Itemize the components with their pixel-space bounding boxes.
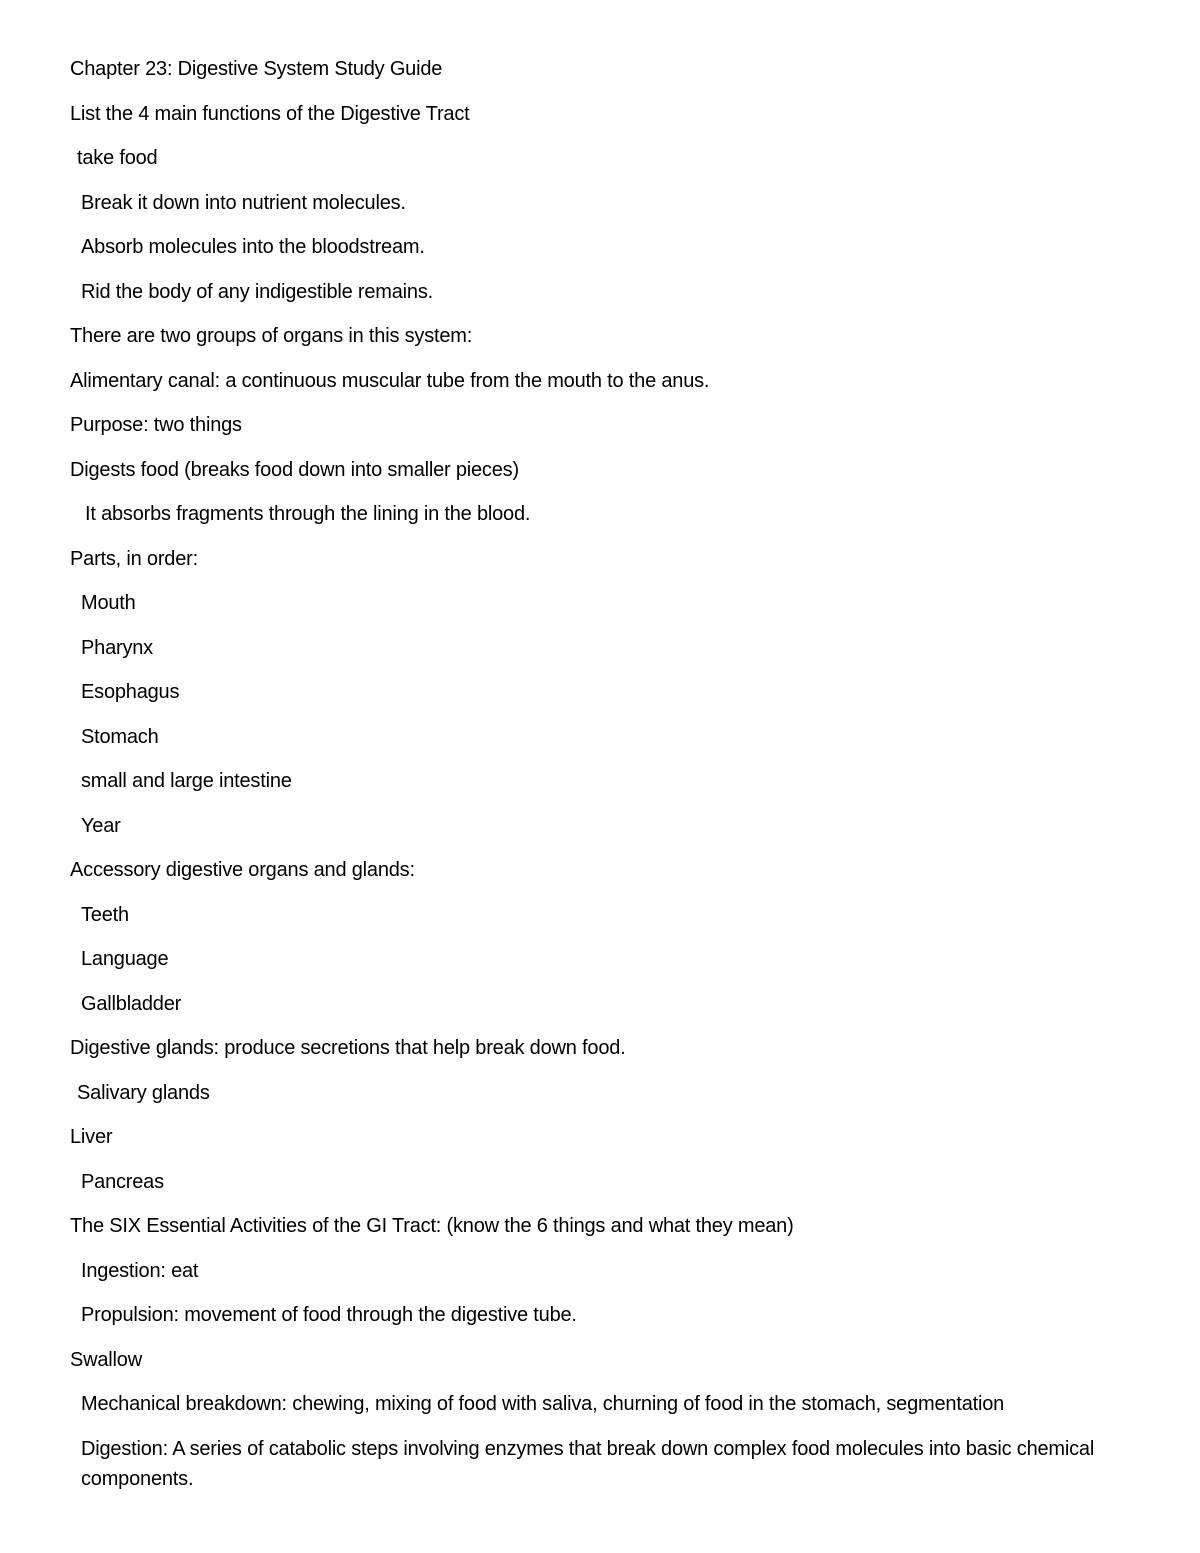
text-line: List the 4 main functions of the Digestive Tract [70,102,470,125]
document-title: Chapter 23: Digestive System Study Guide [70,58,443,80]
list-item: Language [81,948,169,970]
text-line: Purpose: two things [70,414,242,436]
text-line: The SIX Essential Activities of the GI Tract: (know the 6 things and what they mean) [70,1215,794,1237]
text-line: Digestive glands: produce secretions that help break down food. [70,1037,626,1059]
list-item: take food [77,147,158,169]
text-line: Accessory digestive organs and glands: [70,859,415,881]
list-item: Rid the body of any indigestible remains. [81,280,434,303]
document-body [70,54,1130,1494]
list-item: Teeth [81,903,129,926]
list-item: Gallbladder [81,992,182,1015]
text-line: Liver [70,1126,113,1148]
list-item: Break it down into nutrient molecules. [81,191,406,214]
list-item: Year [81,814,121,837]
list-item: Absorb molecules into the bloodstream. [81,236,425,258]
list-item: Stomach [81,725,159,748]
list-item: Mouth [81,592,136,614]
list-item: Pancreas [81,1170,164,1193]
list-item: Salivary glands [77,1081,210,1104]
list-item: Ingestion: eat [81,1259,199,1282]
list-item: Propulsion: movement of food through the digestive tube. [81,1304,577,1326]
text-line: Parts, in order: [70,547,198,570]
list-item: Esophagus [81,681,180,703]
list-item: small and large intestine [81,770,292,792]
text-line: Swallow [70,1348,142,1371]
list-item: Mechanical breakdown: chewing, mixing of food with saliva, churning of food in the stomach, segmentation [81,1393,1005,1415]
text-line: Digests food (breaks food down into smaller pieces) [70,458,519,481]
list-item: Pharynx [81,636,153,659]
list-item: It absorbs fragments through the lining in the blood. [85,503,531,525]
text-line: Alimentary canal: a continuous muscular tube from the mouth to the anus. [70,369,710,392]
list-item: Digestion: A series of catabolic steps involving enzymes that break down complex food molecules into basic chemical components. [81,1437,1095,1490]
text-line: There are two groups of organs in this system: [70,325,473,347]
